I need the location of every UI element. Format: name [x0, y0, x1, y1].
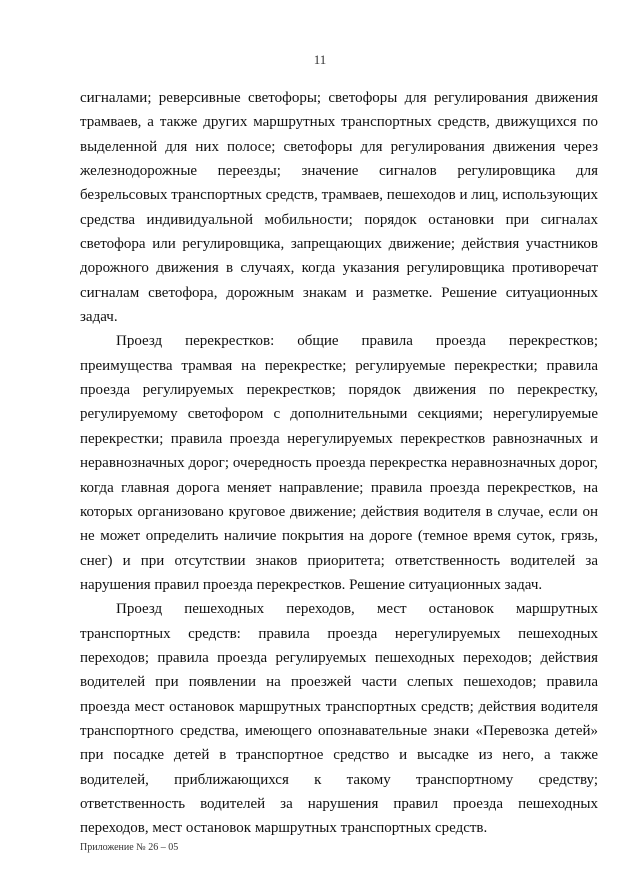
paragraph-signals: сигналами; реверсивные светофоры; светофоры для регулирования движения трамваев, а также других маршрутных транспортных средств, движущихся по выделенной для них полосе; светофоры для регулирования движения через железнодорожные переезды; значение сигналов регулировщика для безрельсовых транспортных средств, трамваев, пешеходов и лиц, использующих средства индивидуальной мобильности; порядок остановки при сигналах светофора или регулировщика, запрещающих движение; действия участников дорожного движения в случаях, когда указания регулировщика противоречат сигналам светофора, дорожным знакам и разметке. Решение ситуационных задач.	[80, 90, 598, 326]
paragraph-intersections: Проезд перекрестков: общие правила проезда перекрестков; преимущества трамвая на перекрестке; регулируемые перекрестки; правила проезда регулируемых перекрестков; порядок движения по перекрестку, регулируемому светофором с дополнительными секциями; нерегулируемые перекрестки; правила проезда нерегулируемых перекрестков равнозначных и неравнозначных дорог; очередность проезда перекрестка неравнозначных дорог, когда главная дорога меняет направление; правила проезда перекрестков, на которых организовано круговое движение; действия водителя в случае, если он не может определить наличие покрытия на дороге (темное время суток, грязь, снег) и при отсутствии знаков приоритета; ответственность водителей за нарушения правил проезда перекрестков. Решение ситуационных задач.	[80, 333, 598, 593]
page-number: 11	[313, 52, 327, 67]
document-body	[80, 86, 598, 841]
footer-appendix-label: Приложение № 26 – 05	[80, 842, 179, 853]
paragraph-pedestrian-crossings: Проезд пешеходных переходов, мест остановок маршрутных транспортных средств: правила проезда нерегулируемых пешеходных переходов; правила проезда регулируемых пешеходных переходов; действия водителей при появлении на проезжей части слепых пешеходов; правила проезда мест остановок маршрутных транспортных средств; действия водителя транспортного средства, имеющего опознавательные знаки «Перевозка детей» при посадке детей в транспортное средство и высадке из него, а также водителей, приближающихся к такому транспортному средству; ответственность водителей за нарушения правил проезда пешеходных переходов, мест остановок маршрутных транспортных средств.	[80, 601, 598, 837]
